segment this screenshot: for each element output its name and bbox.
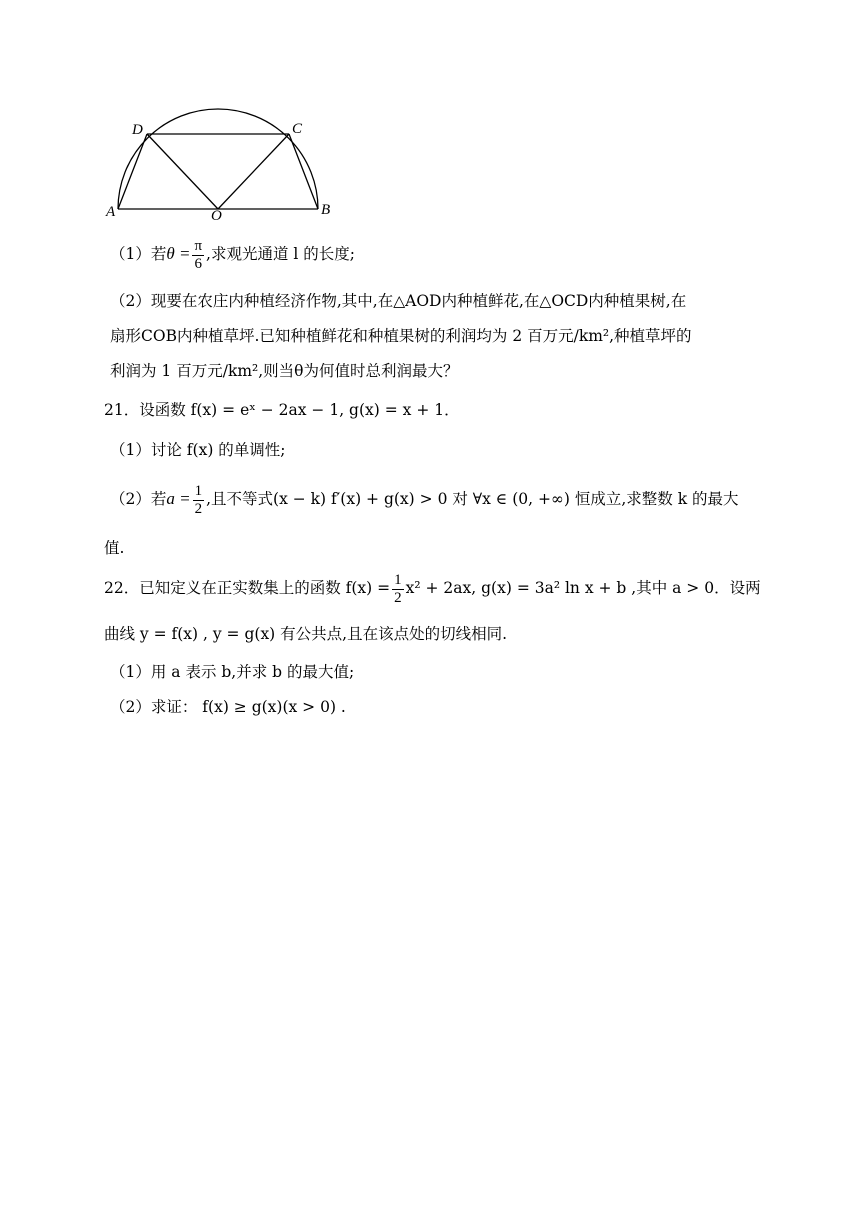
label-B: B <box>321 202 331 218</box>
semicircle-figure <box>100 96 340 226</box>
q20-p1-suffix: ,求观光通道 l 的长度; <box>206 245 355 263</box>
q22-stem-line2: 曲线 y = f(x) , y = g(x) 有公共点,且在该点处的切线相同. <box>104 625 508 643</box>
q20-p1-theta: θ = <box>166 244 191 263</box>
segment-DO <box>147 134 218 209</box>
segment-AD <box>118 134 147 209</box>
label-D: D <box>132 122 143 138</box>
segment-CB <box>289 134 318 209</box>
label-C: C <box>292 121 303 137</box>
q22-stem <box>104 572 761 606</box>
q20-part1 <box>110 238 355 272</box>
q20-part2-line3: 利润为 1 百万元/km²,则当θ为何值时总利润最大？ <box>110 362 459 380</box>
semicircle-arc <box>118 109 318 209</box>
segment-CO <box>218 134 289 209</box>
q20-part2-line2: 扇形COB内种植草坪.已知种植鲜花和种植果树的利润均为 2 百万元/km²,种植草坪的 <box>110 327 692 345</box>
q22-stem-prefix: 22．已知定义在正实数集上的函数 f(x) = <box>104 579 391 597</box>
q21-part2-cont: 值. <box>104 539 125 557</box>
q20-part2-line1: （2）现要在农庄内种植经济作物,其中,在△AOD内种植鲜花,在△OCD内种植果树,在 <box>110 292 687 310</box>
q21-part2 <box>110 483 739 517</box>
q21-part1: （1）讨论 f(x) 的单调性; <box>110 441 286 459</box>
q20-p1-fraction: $\frac{\pi}{6}$ <box>194 238 203 272</box>
q21-p2-prefix: （2）若 <box>110 490 167 508</box>
q20-p1-prefix: （1）若 <box>110 245 167 263</box>
q22-stem-fraction: $\frac{1}{2}$ <box>394 572 402 606</box>
label-O: O <box>211 208 222 224</box>
q21-stem: 21．设函数 f(x) = eˣ − 2ax − 1, g(x) = x + 1． <box>104 401 460 419</box>
q21-p2-a: a = <box>166 489 191 508</box>
q22-part1: （1）用 a 表示 b,并求 b 的最大值; <box>110 663 355 681</box>
q21-p2-suffix: ,且不等式(x − k) f′(x) + g(x) > 0 对 ∀x ∈ (0, +∞) 恒成立,求整数 k 的最大 <box>206 490 739 508</box>
q22-part2: （2）求证： f(x) ≥ g(x)(x > 0) . <box>110 698 346 716</box>
q22-stem-suffix: x² + 2ax, g(x) = 3a² ln x + b ,其中 a > 0．设两 <box>405 579 761 597</box>
label-A: A <box>106 204 116 220</box>
q21-p2-fraction: $\frac{1}{2}$ <box>194 483 203 517</box>
